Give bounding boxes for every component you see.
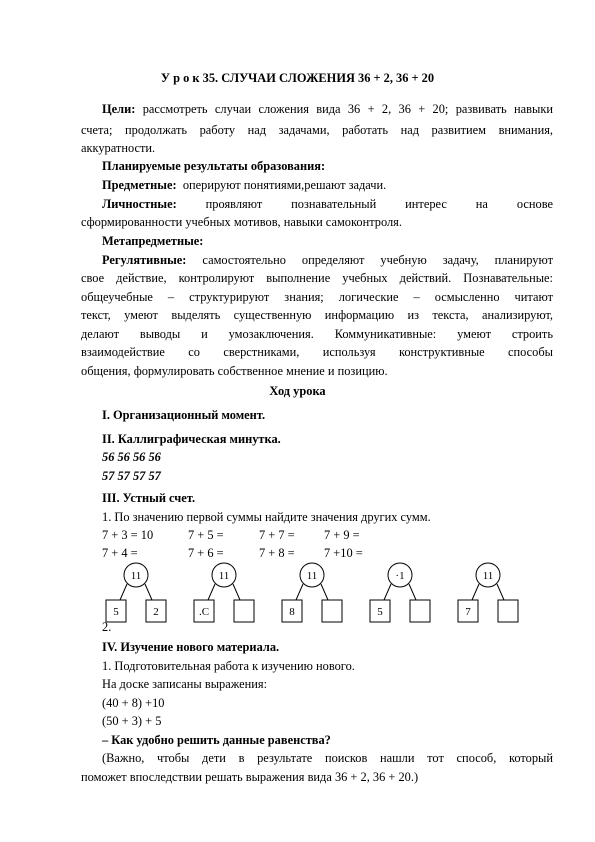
goals-text-1: рассмотреть случаи сложения вида 36 + 2, 36 + 20; развивать навыки	[142, 102, 553, 116]
connector-line	[409, 584, 416, 600]
composition-node	[106, 563, 166, 622]
expression-2: (50 + 3) + 5	[102, 714, 162, 728]
sum-expression: 7 + 4 =	[102, 546, 138, 560]
subject-results	[102, 178, 386, 192]
personal-word: на	[475, 197, 488, 211]
regulative-line-7: общения, формулировать собственное мнение и позицию.	[81, 364, 388, 378]
calligraphy-line-1: 56 56 56 56	[102, 450, 161, 464]
sum-expression: 7 + 3 = 10	[102, 528, 154, 542]
question-text: – Как удобно решить данные равенства?	[102, 733, 331, 747]
connector-line	[321, 584, 328, 600]
goals-line-2: счета; продолжать работу над задачами, работать над развитием внимания,	[81, 123, 553, 137]
section-4-heading: IV. Изучение нового материала.	[102, 640, 280, 654]
planned-results-heading: Планируемые результаты образования:	[102, 159, 326, 173]
regulative-line-2: свое действие, контролируют выполнение учебных действий. Познавательные:	[81, 271, 553, 285]
expression-1: (40 + 8) +10	[102, 696, 165, 710]
metasubject-heading: Метапредметные:	[102, 234, 204, 248]
goals-label: Цели:	[102, 102, 136, 116]
connector-line	[145, 584, 152, 600]
goals-line-1	[102, 102, 553, 116]
personal-line-1	[102, 197, 553, 211]
regulative-label: Регулятивные:	[102, 253, 187, 267]
personal-line-2: сформированности учебных мотивов, навыки самоконтроля.	[81, 215, 402, 229]
subject-label: Предметные:	[102, 178, 177, 192]
composition-node	[282, 563, 342, 622]
connector-line	[296, 584, 303, 600]
note-line-1: (Важно, чтобы дети в результате поисков нашли тот способ, который	[102, 751, 553, 765]
personal-word: проявляют	[205, 197, 263, 211]
sum-expression: 7 + 7 =	[259, 528, 295, 542]
sum-expression: 7 + 5 =	[188, 528, 224, 542]
sum-circle-value: ·1	[395, 570, 405, 582]
regulative-line-5: делают выводы и умозаключения. Коммуникативные: умеют строить	[81, 327, 553, 341]
regulative-line-3: общеучебные – структурируют знания; логические – осмысленно читают	[81, 290, 553, 304]
lesson-title: У р о к 35. СЛУЧАИ СЛОЖЕНИЯ 36 + 2, 36 + 20	[160, 71, 435, 85]
sum-circle-value: 11	[482, 570, 494, 582]
addend-left-value: 5	[113, 606, 119, 618]
personal-word: познавательный	[291, 197, 377, 211]
addend-box-right	[410, 600, 430, 622]
regulative-line-4: текст, умеют выделять существенную информацию из текста, анализируют,	[81, 308, 553, 322]
board-text: На доске записаны выражения:	[102, 677, 268, 691]
composition-node	[370, 563, 430, 622]
sum-expression: 7 + 8 =	[259, 546, 295, 560]
sum-circle-value: 11	[218, 570, 230, 582]
connector-line	[208, 584, 215, 600]
addend-left-value: 7	[465, 606, 471, 618]
sum-circle-value: 11	[306, 570, 318, 582]
composition-node	[458, 563, 518, 622]
addend-box-right	[322, 600, 342, 622]
task-2-label: 2.	[102, 620, 112, 634]
connector-line	[120, 584, 127, 600]
regulative-line-6: взаимодействие со сверстниками, используя конструктивные способы	[81, 345, 553, 359]
connector-line	[233, 584, 240, 600]
addend-box-right	[234, 600, 254, 622]
subject-text: оперируют понятиями,решают задачи.	[182, 178, 387, 192]
connector-line	[497, 584, 504, 600]
regulative-line-1	[102, 253, 553, 267]
sum-expression: 7 +10 =	[324, 546, 363, 560]
personal-word: основе	[516, 197, 553, 211]
composition-node	[194, 563, 254, 622]
number-composition-diagram	[100, 562, 560, 632]
goals-line-3: аккуратности.	[81, 141, 156, 155]
section-3-heading: III. Устный счет.	[102, 491, 196, 505]
addend-left-value: 5	[377, 606, 383, 618]
addend-left-value: 8	[289, 606, 295, 618]
section-1-heading: I. Организационный момент.	[102, 408, 266, 422]
sum-expression: 7 + 9 =	[324, 528, 360, 542]
addend-left-value: .C	[198, 606, 210, 618]
prep-task-text: 1. Подготовительная работа к изучению нового.	[102, 659, 355, 673]
personal-word: интерес	[405, 197, 447, 211]
personal-label: Личностные:	[102, 197, 177, 211]
sum-circle-value: 11	[130, 570, 142, 582]
note-line-2: поможет впоследствии решать выражения вида 36 + 2, 36 + 20.)	[81, 770, 419, 784]
connector-line	[384, 584, 391, 600]
lesson-heading: Ход урока	[269, 384, 326, 398]
addend-right-value: 2	[153, 606, 159, 618]
connector-line	[472, 584, 479, 600]
regulative-text: самостоятельно определяют учебную задачу, планируют	[202, 253, 553, 267]
calligraphy-line-2: 57 57 57 57	[102, 469, 161, 483]
section-2-heading: II. Каллиграфическая минутка.	[102, 432, 281, 446]
task-1-text: 1. По значению первой суммы найдите значения других сумм.	[102, 510, 431, 524]
sum-expression: 7 + 6 =	[188, 546, 224, 560]
addend-box-right	[498, 600, 518, 622]
